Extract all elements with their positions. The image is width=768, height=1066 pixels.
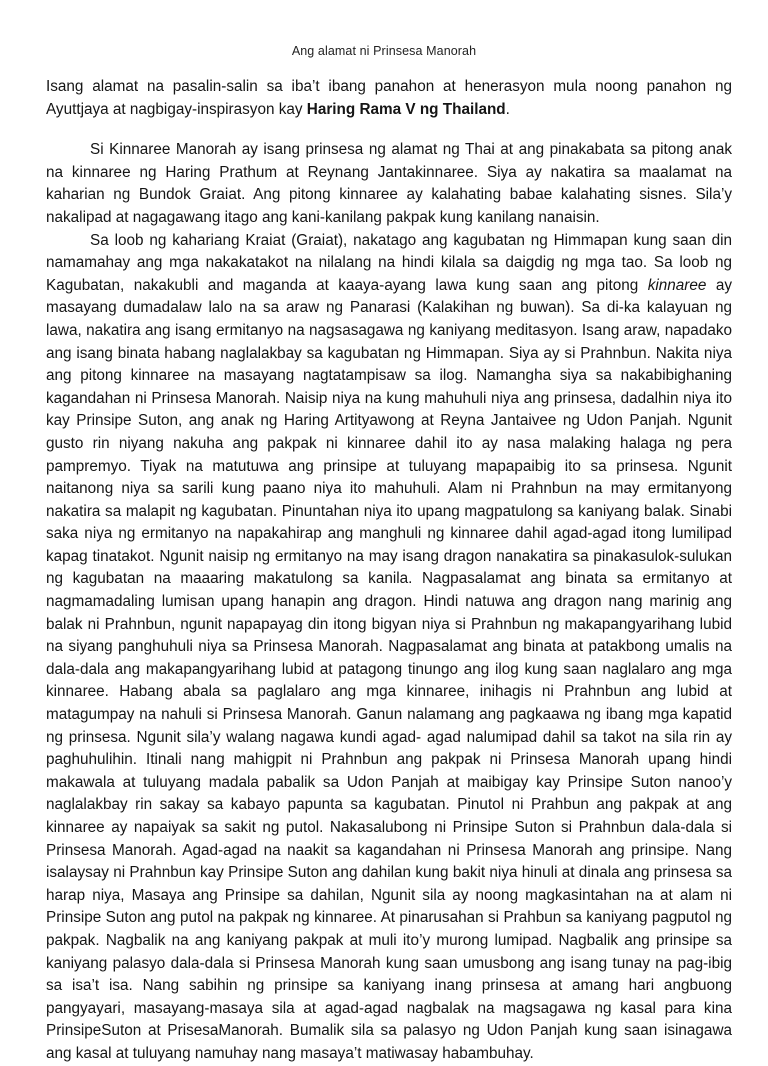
paragraph-2-italic: kinnaree <box>647 276 707 294</box>
intro-text: Isang alamat na pasalin-salin sa iba’t ibang panahon at henerasyon mula noong panahon ng Ayuttjaya at nagbigay-inspirasyon kay <box>46 78 732 118</box>
intro-paragraph <box>46 76 732 121</box>
paragraph-2-start: Sa loob ng kahariang Kraiat (Graiat), nakatago ang kagubatan ng Himmapan kung saan din namamahay ang mga nakakatakot na nilalang na hindi kilala sa daigdig ng mga tao. Sa loob ng Kagubatan, nakakubli and maganda at kaaya-ayang lawa kung saan ang pitong <box>46 231 732 294</box>
paragraph-2-rest: ay masayang dumadalaw lalo na sa araw ng Panarasi (Kalakihan ng buwan). Sa di-ka kalayuan ng lawa, nakatira ang isang ermitanyo na nagsasagawa ng kaniyang meditasyon. Isang araw, napadako ang isang binata habang naglalakbay sa kagubatan ng Himmapan. Siya ay si Prahnbun. Nakita niya ang pitong kinnaree na masayang nagtatampisaw sa ilog. Namangha siya sa nakabibighaning kagandahan ni Prinsesa Manorah. Naisip niya na kung mahuhuli niya ang prinsesa, dadalhin niya ito kay Prinsipe Suton, ang anak ng Haring Artityawong at Reyna Jantaivee ng Udon Panjah. Ngunit gusto rin niyang nakuha ang pakpak ni kinnaree dahil ito ay nasa malaking halaga ng pera pampremyo. Tiyak na matutuwa ang prinsipe at tuluyang mapapaibig ito sa prinsesa. Ngunit naitanong niya sa sarili kung paano niya ito mahuhuli. Alam ni Prahnbun na may ermitanyong nakatira sa malapit ng kagubatan. Pinuntahan niya ito upang magpatulong sa kaniyang balak. Sinabi saka niya ng ermitanyo na napakahirap ang manghuli ng kinnaree dahil agad-agad itong lumilipad kapag tinatakot. Ngunit naisip ng ermitanyo na may isang dragon nanakatira sa pinakasulok-sulukan ng kagubatan na maaaring makatulong sa kanila. Nagpasalamat ang binata sa ermitanyo at nagmamadaling lumisan upang hanapin ang dragon. Hindi natuwa ang dragon nang marinig ang balak ni Prahnbun, ngunit napapayag din itong bigyan niya si Prahnbun ng makapangyarihang lubid na siyang panghuhuli niya sa Prinsesa Manorah. Nagpasalamat ang binata at patakbong umalis na dala-dala ang makapangyarihang lubid at patagong tinungo ang ilog kung saan naglalaro ang mga kinnaree. Habang abala sa paglalaro ang mga kinnaree, inihagis ni Prahnbun ang lubid at matagumpay na nahuli si Prinsesa Manorah. Ganun nalamang ang pagkaawa ng ibang mga kapatid ng prinsesa. Ngunit sila’y walang nagawa kundi agad- agad nalumipad dahil sa takot na sila rin ay paghuhulihin. Itinali nang mahigpit ni Prahnbun ang pakpak ni Prinsesa Manorah upang hindi makawala at tuluyang madala pabalik sa Udon Panjah at maibigay kay Prinsipe Suton nanoo’y naglalakbay rin sakay sa kabayo papunta sa kagubatan. Pinutol ni Prahbun ang pakpak at ang kinnaree ay napaiyak sa sakit ng putol. Nakasalubong ni Prinsipe Suton si Prahnbun dala-dala si Prinsesa Manorah. Agad-agad na naakit sa kagandahan ni Prinsesa Manorah ang prinsipe. Nang isalaysay ni Prahnbun kay Prinsipe Suton ang dahilan kung bakit niya hinuli at dinala ang prinsesa sa harap niya, Masaya ang Prinsipe sa dahilan, Ngunit sila ay noong magkasintahan na at alam ni Prinsipe Suton ang putol na pakpak ng kinnaree. At pinarusahan si Prahbun sa kaniyang pagputol ng pakpak. Nagbalik na ang kaniyang pakpak at muli ito’y murong lumipad. Nagbalik ang prinsipe sa kaniyang palasyo dala-dala si Prinsesa Manorah kung saan umusbong ang isang tunay na pag-ibig sa isa’t isa. Nang sabihin ng prinsipe sa kaniyang inang prinsesa at amang hari angbuong pangyayari, masayang-masaya sila at agad-agad nagbalak na magsagawa ng kasal para kina PrinsipeSuton at PrisesaManorah. Bumalik sila sa palasyo ng Udon Panjah kung saan isinagawa ang kasal at tuluyang namuhay nang masaya’t matiwasay habambuhay. <box>46 276 732 1062</box>
intro-bold-text: Haring Rama V ng Thailand <box>306 100 506 118</box>
intro-end: . <box>505 100 510 118</box>
document-title: Ang alamat ni Prinsesa Manorah <box>291 44 477 58</box>
paragraph-2 <box>46 230 732 1066</box>
document-body <box>46 76 732 1066</box>
paragraph-1: Si Kinnaree Manorah ay isang prinsesa ng alamat ng Thai at ang pinakabata sa pitong anak na kinnaree ng Haring Prathum at Reynang Jantakinnaree. Siya ay nakatira sa maalamat na kaharian ng Bundok Graiat. Ang pitong kinnaree ay kalahating babae kalahating sisnes. Sila’y nakalipad at nagagawang itago ang kani-kanilang pakpak kung kanilang nanaisin. <box>46 141 732 226</box>
